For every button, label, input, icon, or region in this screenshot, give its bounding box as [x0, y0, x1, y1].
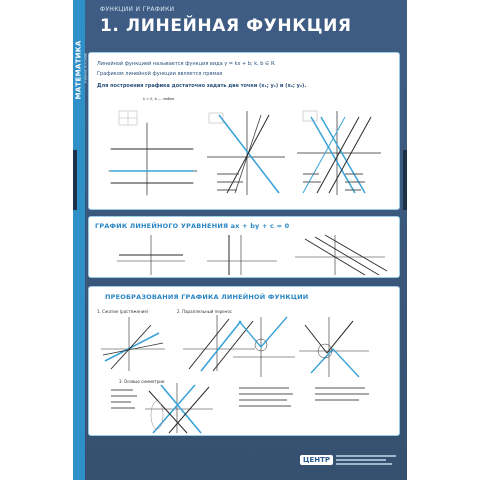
case-label: k = 0, b — любое [143, 97, 175, 101]
graph-eq-2 [207, 235, 277, 275]
panel2-heading: ГРАФИК ЛИНЕЙНОГО УРАВНЕНИЯ ax + by + c = 0 [95, 222, 290, 230]
footer-fineprint [336, 455, 396, 465]
panel2-graphs [89, 217, 400, 278]
graph-parallel-shift [183, 315, 255, 371]
graph-eq-3 [295, 235, 387, 275]
transform-item-2: 2. Параллельный перенос [177, 309, 233, 314]
page-title: 1. ЛИНЕЙНАЯ ФУНКЦИЯ [100, 16, 352, 36]
side-label-text: МАТЕМАТИКА [75, 40, 84, 100]
transform-item-3: 3. Осевые симметрии [119, 379, 165, 384]
graph-horizontal-lines [109, 111, 197, 195]
transform-item-1: 1. Сжатие (растяжение) [97, 309, 149, 314]
publisher-logo: ЦЕНТР [300, 455, 333, 465]
graph-eq-1 [117, 235, 185, 275]
right-edge-tab [403, 150, 407, 210]
formula-blocks [217, 173, 365, 191]
graph-compression [101, 317, 165, 371]
definition-text: Линейной функцией называется функция вида y = kx + b; k, b ∈ R. [97, 61, 276, 67]
panel1-graphs [89, 53, 400, 210]
two-points-text: Для построения графика достаточно задать две точки (x₁; y₁) и (x₂; y₂). [97, 83, 307, 89]
panel-definition [88, 52, 400, 210]
graph-abs-2 [299, 317, 369, 377]
graph-line-text: Графиком линейной функции является прямая [97, 71, 223, 77]
graph-symmetry [145, 383, 213, 433]
series-title: ФУНКЦИИ И ГРАФИКИ [100, 6, 175, 13]
panel-transformations [88, 286, 400, 436]
side-sublabel-text: УЧЕБНОЕ ПОСОБИЕ [83, 52, 88, 84]
left-edge-tab [73, 150, 77, 210]
panel3-text-blocks [111, 387, 369, 409]
footer [300, 452, 400, 468]
panel3-graphs [89, 287, 400, 436]
panel3-heading: ПРЕОБРАЗОВАНИЯ ГРАФИКА ЛИНЕЙНОЙ ФУНКЦИИ [105, 293, 309, 301]
panel-linear-equation [88, 216, 400, 278]
graph-abs-1 [233, 317, 295, 377]
